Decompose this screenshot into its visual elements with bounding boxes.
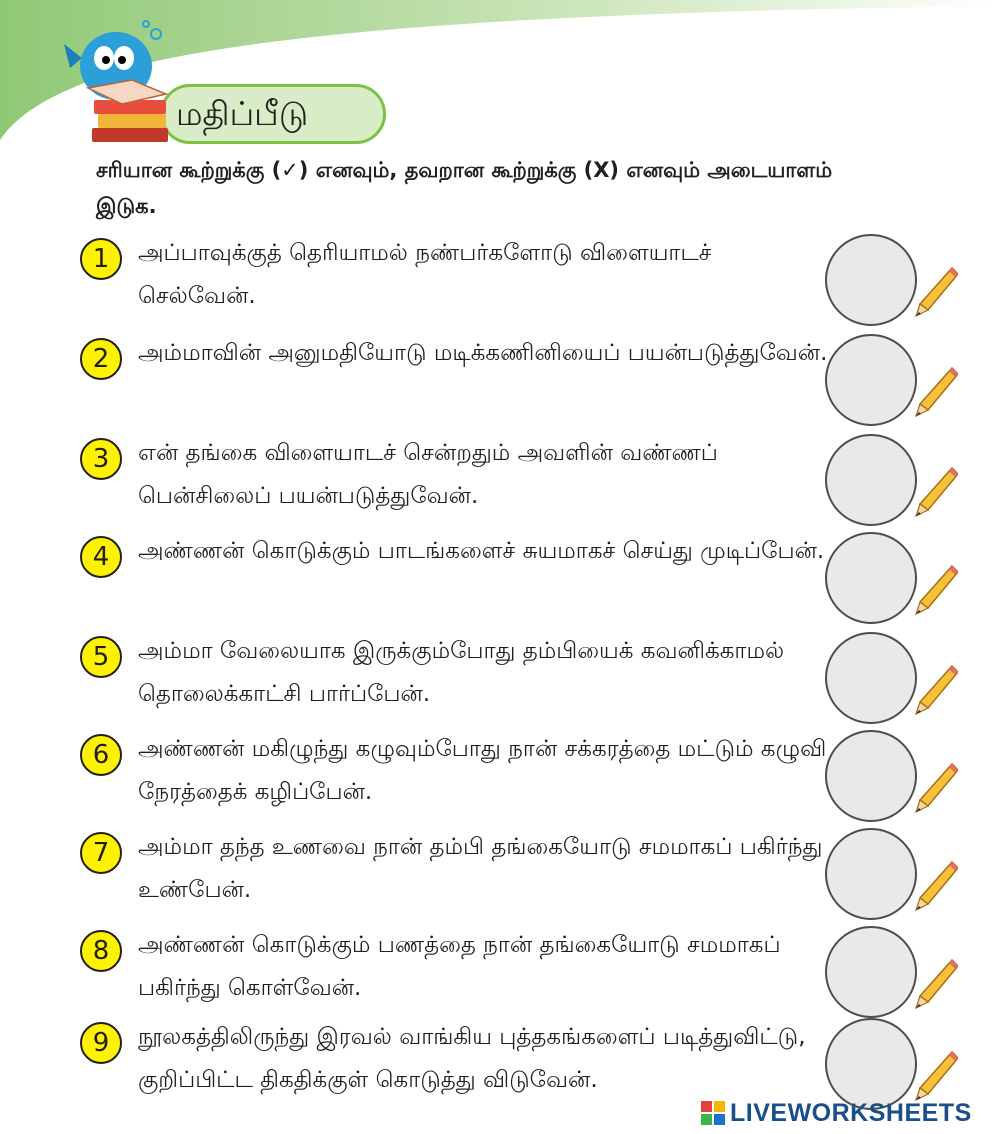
question-number-badge: 8	[80, 930, 122, 972]
question-number-badge: 1	[80, 238, 122, 280]
question-row	[0, 630, 1000, 728]
question-text: அண்ணன் கொடுக்கும் பணத்தை நான் தங்கையோடு சமமாகப் பகிர்ந்து கொள்வேன்.	[138, 932, 781, 1001]
question-row	[0, 232, 1000, 330]
pencil-icon	[914, 1050, 958, 1102]
answer-drop-circle[interactable]	[825, 730, 917, 822]
question-text: அம்மாவின் அனுமதியோடு மடிக்கணினியைப் பயன்படுத்துவேன்.	[138, 340, 828, 366]
pencil-icon	[914, 860, 958, 912]
question-row	[0, 432, 1000, 530]
question-number-badge: 4	[80, 536, 122, 578]
question-row	[0, 924, 1000, 1022]
question-number-badge: 5	[80, 636, 122, 678]
answer-drop-circle[interactable]	[825, 334, 917, 426]
question-number-badge: 2	[80, 338, 122, 380]
question-text: அம்மா வேலையாக இருக்கும்போது தம்பியைக் கவனிக்காமல் தொலைக்காட்சி பார்ப்பேன்.	[138, 638, 785, 707]
question-row	[0, 530, 1000, 628]
answer-drop-circle[interactable]	[825, 434, 917, 526]
question-row	[0, 826, 1000, 924]
question-number-badge: 6	[80, 734, 122, 776]
question-number-badge: 7	[80, 832, 122, 874]
pencil-icon	[914, 564, 958, 616]
question-number-badge: 9	[80, 1022, 122, 1064]
answer-drop-circle[interactable]	[825, 532, 917, 624]
answer-drop-circle[interactable]	[825, 926, 917, 1018]
question-number-badge: 3	[80, 438, 122, 480]
answer-drop-circle[interactable]	[825, 234, 917, 326]
brand-text: LIVEWORKSHEETS	[730, 1098, 972, 1127]
question-text: அம்மா தந்த உணவை நான் தம்பி தங்கையோடு சமமாகப் பகிர்ந்து உண்பேன்.	[138, 834, 823, 903]
fish-reading-books-icon	[58, 18, 178, 158]
page-title: மதிப்பீடு	[176, 94, 309, 133]
answer-drop-circle[interactable]	[825, 828, 917, 920]
question-text: அண்ணன் மகிழுந்து கழுவும்போது நான் சக்கரத்தை மட்டும் கழுவி நேரத்தைக் கழிப்பேன்.	[138, 736, 827, 805]
answer-drop-circle[interactable]	[825, 632, 917, 724]
question-text: என் தங்கை விளையாடச் சென்றதும் அவளின் வண்ணப் பென்சிலைப் பயன்படுத்துவேன்.	[138, 440, 718, 509]
pencil-icon	[914, 958, 958, 1010]
pencil-icon	[914, 366, 958, 418]
pencil-icon	[914, 466, 958, 518]
pencil-icon	[914, 664, 958, 716]
instruction-text: சரியான கூற்றுக்கு (✓) எனவும், தவறான கூற்றுக்கு (X) எனவும் அடையாளம் இடுக.	[96, 158, 833, 218]
liveworksheets-brand	[700, 1098, 972, 1128]
question-text: அப்பாவுக்குத் தெரியாமல் நண்பர்களோடு விளையாடச் செல்வேன்.	[138, 240, 712, 309]
pencil-icon	[914, 266, 958, 318]
pencil-icon	[914, 762, 958, 814]
liveworksheets-logo-icon	[700, 1100, 726, 1126]
answer-drop-circle[interactable]	[825, 1018, 917, 1110]
question-row	[0, 728, 1000, 826]
question-text: அண்ணன் கொடுக்கும் பாடங்களைச் சுயமாகச் செய்து முடிப்பேன்.	[138, 538, 825, 564]
question-row	[0, 332, 1000, 430]
question-text: நூலகத்திலிருந்து இரவல் வாங்கிய புத்தகங்களைப் படித்துவிட்டு, குறிப்பிட்ட திகதிக்குள் கொடுத்து விடுவேன்.	[138, 1024, 806, 1093]
